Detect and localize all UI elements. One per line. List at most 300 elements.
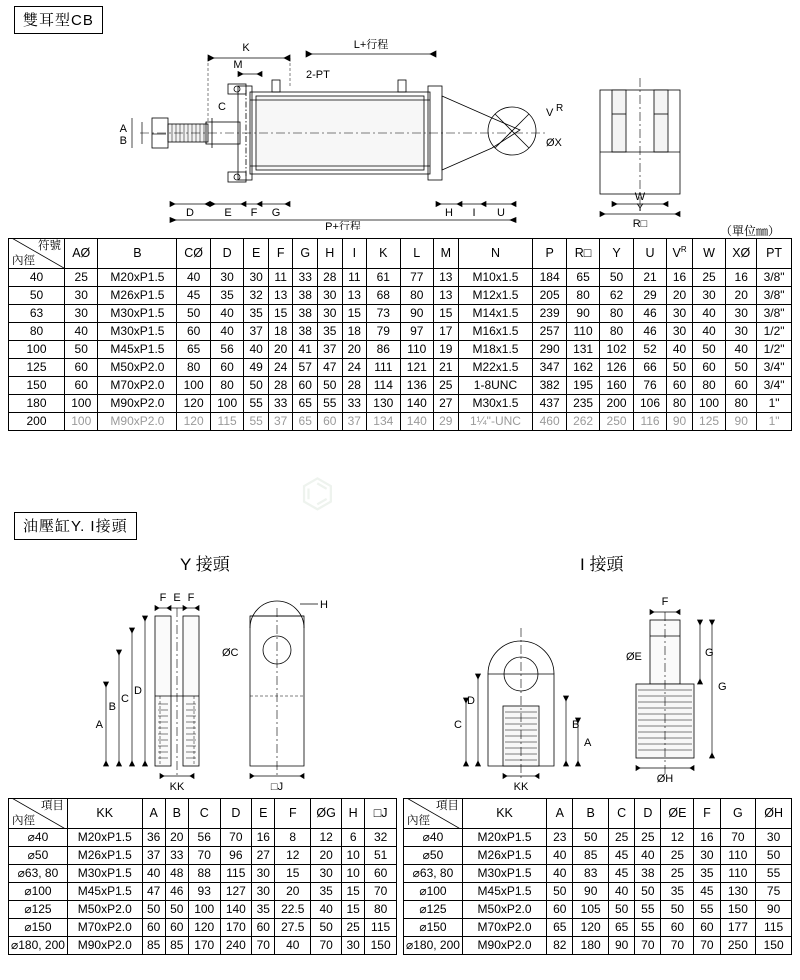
yi-tables [8, 798, 792, 955]
table-cell: 73 [367, 305, 400, 323]
table-cell: 235 [566, 395, 599, 413]
table-cell: 37 [317, 341, 342, 359]
table-cell: 80 [667, 395, 693, 413]
table-cell: 15 [434, 305, 459, 323]
svg-text:A: A [584, 737, 592, 749]
table-row-key: 80 [9, 323, 65, 341]
table-cell: 25 [661, 865, 694, 883]
table-cell: 90 [756, 901, 792, 919]
table-cell: 55 [244, 413, 269, 431]
table-cell: 115 [210, 413, 243, 431]
table-cell: M30xP1.5 [67, 865, 142, 883]
table-cell: M45xP1.5 [67, 883, 142, 901]
table-cell: 160 [600, 377, 633, 395]
table-cell: 25 [609, 829, 635, 847]
table-cell: 3/8" [757, 269, 792, 287]
table-cell: 30 [252, 865, 275, 883]
table-cell: 21 [633, 269, 666, 287]
table-cell: 102 [600, 341, 633, 359]
table-row-key: ⌀150 [404, 919, 463, 937]
svg-text:W: W [634, 191, 646, 203]
table-row [9, 413, 792, 431]
table-cell: 45 [609, 847, 635, 865]
table-cell: 49 [244, 359, 269, 377]
table-row-key: ⌀100 [9, 883, 68, 901]
table-cell: 40 [547, 847, 573, 865]
table-cell: 1" [757, 413, 792, 431]
table-cell: 80 [210, 377, 243, 395]
table-cell: 27.5 [275, 919, 311, 937]
table-cell: 205 [533, 287, 566, 305]
table-cell: M50xP2.0 [67, 901, 142, 919]
table-cell: 120 [177, 395, 210, 413]
svg-text:A: A [119, 123, 127, 135]
table-header-cell: KK [462, 799, 546, 829]
yi-drawings [0, 578, 800, 798]
table-row-key: ⌀50 [404, 847, 463, 865]
table-cell: 100 [210, 395, 243, 413]
table-header-cell: C [609, 799, 635, 829]
table-cell: 37 [244, 323, 269, 341]
table-row-key: ⌀50 [9, 847, 68, 865]
table-cell: 17 [434, 323, 459, 341]
table-cell: 35 [661, 883, 694, 901]
table-cell: 15 [268, 305, 293, 323]
table-cell: 85 [165, 937, 188, 955]
table-row [9, 359, 792, 377]
svg-text:D: D [186, 207, 194, 219]
table-cell: 70 [365, 883, 397, 901]
table-cell: 40 [692, 323, 725, 341]
table-cell: 20 [726, 287, 757, 305]
table-cell: 40 [177, 269, 210, 287]
table-cell: 65 [566, 269, 599, 287]
table-cell: 1/2" [757, 341, 792, 359]
table-cell: 60 [365, 865, 397, 883]
table-cell: 40 [275, 937, 311, 955]
table-row [9, 395, 792, 413]
table-cell: 140 [220, 901, 252, 919]
table-cell: 88 [188, 865, 220, 883]
table-cell: 60 [667, 377, 693, 395]
table-cell: 50 [244, 377, 269, 395]
table-row-key: 50 [9, 287, 65, 305]
svg-text:A: A [95, 719, 103, 731]
table-cell: 290 [533, 341, 566, 359]
table-cell: 12 [275, 847, 311, 865]
table-cell: 90 [667, 413, 693, 431]
table-header-cell: F [694, 799, 720, 829]
table-cell: 24 [342, 359, 367, 377]
table-row [9, 341, 792, 359]
svg-text:H: H [445, 207, 453, 219]
table-cell: 28 [342, 377, 367, 395]
table-cell: 29 [434, 413, 459, 431]
svg-text:E: E [224, 207, 232, 219]
corner-label-top: 項目 [40, 800, 64, 812]
svg-text:C: C [218, 101, 226, 113]
table-row [404, 937, 792, 955]
table-header-cell: $V^R$ [667, 239, 693, 269]
table-cell: 16 [667, 269, 693, 287]
table-cell: 41 [293, 341, 318, 359]
table-cell: 40 [635, 847, 661, 865]
table-cell: 93 [188, 883, 220, 901]
table-header-cell: E [244, 239, 269, 269]
table-cell: 10 [342, 847, 365, 865]
table-cell: 68 [367, 287, 400, 305]
table-cell: 40 [142, 865, 165, 883]
table-cell: M50xP2.0 [98, 359, 177, 377]
table-cell: 60 [293, 377, 318, 395]
table-row [9, 901, 397, 919]
table-header-cell: N [458, 239, 533, 269]
table-cell: 55 [317, 395, 342, 413]
table-cell: 46 [165, 883, 188, 901]
table-cell: 32 [365, 829, 397, 847]
table-cell: 60 [65, 359, 98, 377]
table-header-cell: XØ [726, 239, 757, 269]
table-cell: 60 [65, 377, 98, 395]
table-cell: 150 [365, 937, 397, 955]
table-cell: 150 [720, 901, 756, 919]
svg-text:D: D [467, 695, 475, 707]
table-cell: 13 [268, 287, 293, 305]
table-cell: 382 [533, 377, 566, 395]
table-cell: M12x1.5 [458, 287, 533, 305]
table-cell: 30 [317, 305, 342, 323]
table-cell: 50 [573, 829, 609, 847]
svg-text:Y: Y [636, 202, 644, 214]
table-header-cell: W [692, 239, 725, 269]
table-cell: 80 [365, 901, 397, 919]
table-cell: 40 [609, 883, 635, 901]
table-header-cell: F [268, 239, 293, 269]
cb-spec-table [8, 238, 792, 431]
table-header-cell: Y [600, 239, 633, 269]
table-cell: 21 [434, 359, 459, 377]
table-row-key: ⌀40 [404, 829, 463, 847]
svg-text:R□: R□ [632, 218, 648, 230]
table-cell: M18x1.5 [458, 341, 533, 359]
table-row [404, 865, 792, 883]
table-cell: 25 [65, 269, 98, 287]
table-cell: 250 [600, 413, 633, 431]
svg-text:B: B [572, 719, 580, 731]
table-cell: 30 [694, 847, 720, 865]
table-cell: 80 [566, 287, 599, 305]
table-row-key: 100 [9, 341, 65, 359]
table-cell: 50 [65, 341, 98, 359]
table-cell: 195 [566, 377, 599, 395]
svg-text:ØX: ØX [546, 137, 562, 149]
table-cell: 100 [692, 395, 725, 413]
table-cell: 50 [317, 377, 342, 395]
table-cell: 131 [566, 341, 599, 359]
table-row [9, 829, 397, 847]
table-cell: 85 [573, 847, 609, 865]
table-cell: M22x1.5 [458, 359, 533, 377]
table-row [9, 287, 792, 305]
table-cell: 70 [635, 937, 661, 955]
table-cell: M45xP1.5 [98, 341, 177, 359]
table-cell: 70 [661, 937, 694, 955]
table-cell: 38 [293, 287, 318, 305]
unit-note: （單位㎜） [719, 224, 780, 238]
table-cell: M30xP1.5 [462, 865, 546, 883]
table-header-cell: P [533, 239, 566, 269]
table-cell: M16x1.5 [458, 323, 533, 341]
svg-text:H: H [320, 599, 328, 611]
svg-text:G: G [271, 207, 281, 219]
table-cell: 184 [533, 269, 566, 287]
svg-text:G: G [705, 647, 714, 659]
table-header-cell: G [720, 799, 756, 829]
table-cell: 120 [177, 413, 210, 431]
svg-text:G: G [718, 681, 727, 693]
table-cell: 60 [547, 901, 573, 919]
table-cell: 130 [720, 883, 756, 901]
table-cell: M26xP1.5 [98, 287, 177, 305]
table-cell: 37 [268, 413, 293, 431]
corner-label-bottom: 內徑 [12, 254, 35, 267]
table-cell: 65 [293, 395, 318, 413]
table-cell: 110 [720, 847, 756, 865]
table-cell: 33 [293, 269, 318, 287]
table-cell: 50 [600, 269, 633, 287]
table-cell: 1¼"-UNC [458, 413, 533, 431]
table-cell: 115 [756, 919, 792, 937]
svg-text:K: K [242, 42, 250, 54]
table-cell: 70 [252, 937, 275, 955]
table-cell: 96 [220, 847, 252, 865]
table-cell: 25 [434, 377, 459, 395]
table-cell: 55 [635, 919, 661, 937]
table-cell: 60 [694, 919, 720, 937]
table-row [9, 865, 397, 883]
table-cell: 40 [210, 305, 243, 323]
table-cell: 20 [165, 829, 188, 847]
table-cell: 15 [342, 305, 367, 323]
table-cell: 114 [367, 377, 400, 395]
table-cell: 65 [547, 919, 573, 937]
table-cell: 20 [275, 883, 311, 901]
table-cell: 35 [317, 323, 342, 341]
table-header-cell: F [275, 799, 311, 829]
table-cell: 52 [633, 341, 666, 359]
table-cell: 62 [600, 287, 633, 305]
table-cell: 50 [177, 305, 210, 323]
table-row [9, 377, 792, 395]
table-cell: 1-8UNC [458, 377, 533, 395]
table-cell: 127 [220, 883, 252, 901]
table-cell: 18 [342, 323, 367, 341]
table-row-key: ⌀125 [404, 901, 463, 919]
table-header-cell: G [293, 239, 318, 269]
table-cell: 36 [142, 829, 165, 847]
table-header-cell: KK [67, 799, 142, 829]
table-header-corner [404, 799, 463, 829]
table-cell: 25 [635, 829, 661, 847]
table-row-key: ⌀180, 200 [404, 937, 463, 955]
svg-text:U: U [497, 207, 505, 219]
table-header-cell: B [573, 799, 609, 829]
table-cell: 65 [609, 919, 635, 937]
table-cell: 25 [692, 269, 725, 287]
table-cell: 30 [667, 305, 693, 323]
table-cell: M50xP2.0 [462, 901, 546, 919]
table-row-key: 40 [9, 269, 65, 287]
table-header-cell: M [434, 239, 459, 269]
table-cell: 55 [756, 865, 792, 883]
table-cell: 30 [65, 287, 98, 305]
table-cell: 90 [726, 413, 757, 431]
corner-label-top: 項目 [435, 800, 459, 812]
table-cell: 65 [293, 413, 318, 431]
table-cell: 18 [268, 323, 293, 341]
table-header-cell: U [633, 239, 666, 269]
table-row [404, 901, 792, 919]
table-row [9, 847, 397, 865]
table-row [9, 883, 397, 901]
table-cell: 125 [692, 413, 725, 431]
table-cell: 60 [252, 919, 275, 937]
table-cell: 1/2" [757, 323, 792, 341]
svg-text:B: B [108, 701, 116, 713]
svg-text:P+行程: P+行程 [325, 221, 361, 230]
table-cell: 115 [365, 919, 397, 937]
table-cell: 30 [317, 287, 342, 305]
table-row-key: 150 [9, 377, 65, 395]
table-row [404, 919, 792, 937]
table-cell: 82 [547, 937, 573, 955]
table-cell: M90xP2.0 [98, 395, 177, 413]
table-cell: 40 [244, 341, 269, 359]
table-row [404, 847, 792, 865]
table-cell: 120 [573, 919, 609, 937]
table-cell: 6 [342, 829, 365, 847]
table-cell: 25 [342, 919, 365, 937]
svg-text:ØC: ØC [222, 647, 239, 659]
i-joint-caption: I 接頭 [580, 555, 624, 574]
table-cell: 66 [633, 359, 666, 377]
table-cell: 50 [661, 901, 694, 919]
table-cell: 106 [633, 395, 666, 413]
table-header-cell: R□ [566, 239, 599, 269]
table-cell: 437 [533, 395, 566, 413]
table-cell: 50 [142, 901, 165, 919]
table-cell: 115 [220, 865, 252, 883]
svg-text:KK: KK [513, 781, 529, 793]
table-cell: 38 [293, 305, 318, 323]
table-cell: 180 [573, 937, 609, 955]
table-cell: 35 [694, 865, 720, 883]
table-cell: 140 [400, 413, 433, 431]
table-cell: 30 [726, 323, 757, 341]
table-cell: 60 [210, 359, 243, 377]
table-cell: 15 [275, 865, 311, 883]
table-cell: 121 [400, 359, 433, 377]
table-cell: 80 [177, 359, 210, 377]
table-cell: 116 [633, 413, 666, 431]
table-cell: M45xP1.5 [462, 883, 546, 901]
table-cell: 60 [661, 919, 694, 937]
table-row-key: ⌀125 [9, 901, 68, 919]
svg-text:□J: □J [270, 781, 284, 793]
table-cell: 30 [210, 269, 243, 287]
table-cell: 55 [635, 901, 661, 919]
table-header-cell: ØE [661, 799, 694, 829]
table-cell: 80 [600, 323, 633, 341]
table-cell: 3/8" [757, 305, 792, 323]
table-cell: 105 [573, 901, 609, 919]
table-row-key: ⌀63, 80 [9, 865, 68, 883]
table-cell: 50 [726, 359, 757, 377]
table-cell: 35 [252, 901, 275, 919]
table-cell: 15 [342, 883, 365, 901]
table-cell: 28 [268, 377, 293, 395]
table-cell: 40 [667, 341, 693, 359]
corner-label-top: 符號 [38, 240, 61, 252]
table-header-cell: D [210, 239, 243, 269]
table-row [9, 305, 792, 323]
table-cell: 13 [434, 269, 459, 287]
table-cell: 70 [220, 829, 252, 847]
table-header-cell: CØ [177, 239, 210, 269]
svg-text:C: C [121, 693, 129, 705]
table-cell: 56 [188, 829, 220, 847]
table-cell: 90 [400, 305, 433, 323]
table-cell: M20xP1.5 [98, 269, 177, 287]
svg-text:R: R [556, 103, 564, 114]
table-header-cell: B [165, 799, 188, 829]
table-row-key: 63 [9, 305, 65, 323]
table-cell: 50 [635, 883, 661, 901]
table-row [9, 323, 792, 341]
table-cell: 30 [726, 305, 757, 323]
table-cell: 15 [342, 901, 365, 919]
table-cell: 30 [667, 323, 693, 341]
table-cell: 200 [600, 395, 633, 413]
table-cell: 77 [400, 269, 433, 287]
table-cell: 16 [694, 829, 720, 847]
table-cell: 50 [165, 901, 188, 919]
section-title-yi [14, 512, 137, 540]
table-cell: 100 [188, 901, 220, 919]
table-cell: 60 [726, 377, 757, 395]
table-cell: 60 [165, 919, 188, 937]
table-cell: 20 [268, 341, 293, 359]
table-cell: 80 [600, 305, 633, 323]
table-cell: 30 [252, 883, 275, 901]
table-cell: 239 [533, 305, 566, 323]
table-cell: 32 [244, 287, 269, 305]
table-cell: 51 [365, 847, 397, 865]
table-row-key: ⌀150 [9, 919, 68, 937]
table-row-key: ⌀40 [9, 829, 68, 847]
table-cell: 33 [342, 395, 367, 413]
table-cell: M70xP2.0 [98, 377, 177, 395]
svg-text:F: F [661, 596, 669, 608]
cb-drawing [0, 18, 800, 230]
table-cell: 13 [434, 287, 459, 305]
table-cell: 47 [142, 883, 165, 901]
table-cell: 65 [177, 341, 210, 359]
table-cell: 30 [65, 305, 98, 323]
table-cell: 90 [573, 883, 609, 901]
table-cell: 50 [311, 919, 342, 937]
table-cell: 40 [692, 305, 725, 323]
